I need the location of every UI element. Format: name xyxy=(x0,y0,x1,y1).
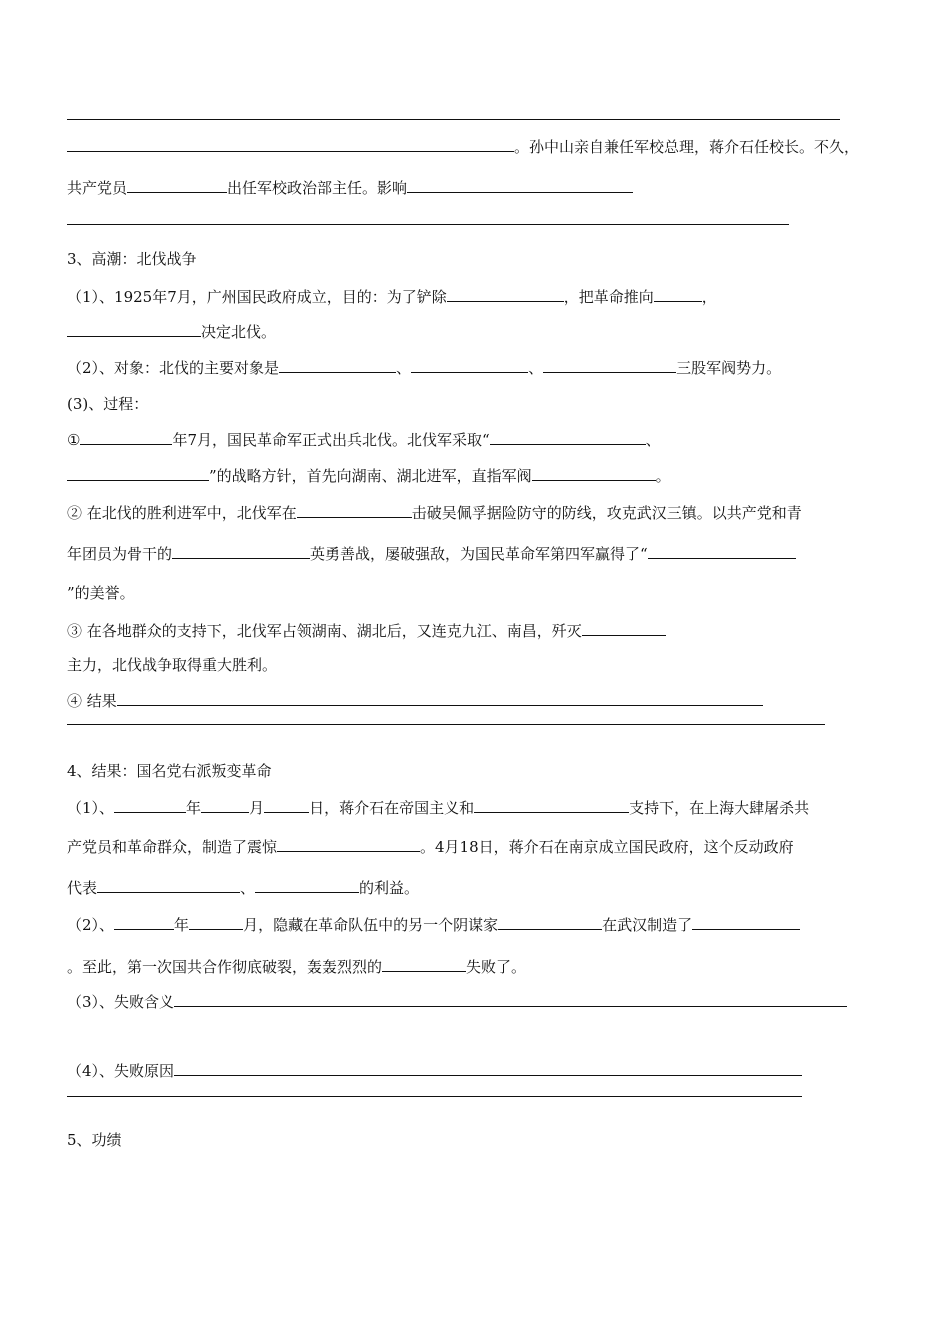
text: ② 在北伐的胜利进军中，北伐军在 xyxy=(67,504,297,522)
text: 、 xyxy=(528,359,544,377)
text: 月 xyxy=(249,799,265,817)
text-line xyxy=(67,797,809,818)
text: （2）、对象：北伐的主要对象是 xyxy=(67,359,280,377)
text: 。孙中山亲自兼任军校总理，蒋介石任校长。不久， xyxy=(514,138,860,156)
text-line xyxy=(67,502,802,523)
text: 支持下，在上海大肆屠杀共 xyxy=(629,799,810,817)
text: （1）、1925年7月，广州国民政府成立，目的：为了铲除 xyxy=(67,288,447,306)
answer-blank[interactable] xyxy=(264,797,309,813)
text: 。至此，第一次国共合作彻底破裂，轰轰烈烈的 xyxy=(67,958,383,976)
text-line xyxy=(67,429,661,450)
answer-blank[interactable] xyxy=(174,991,847,1007)
section-heading: 5、功绩 xyxy=(67,1131,122,1149)
text: 英勇善战，屡破强敌，为国民革命军第四军赢得了“ xyxy=(310,545,648,563)
answer-blank[interactable] xyxy=(490,429,646,445)
answer-line[interactable] xyxy=(67,724,825,725)
answer-blank[interactable] xyxy=(255,877,359,893)
text-line xyxy=(67,914,800,935)
text: 产党员和革命群众，制造了震惊 xyxy=(67,838,278,856)
answer-blank[interactable] xyxy=(532,465,656,481)
subheading: (3)、过程： xyxy=(67,395,149,413)
text: 失败了。 xyxy=(466,958,527,976)
answer-blank[interactable] xyxy=(80,429,172,445)
text-line: 主力，北伐战争取得重大胜利。 xyxy=(67,656,278,674)
text: 、 xyxy=(240,879,256,897)
answer-blank[interactable] xyxy=(114,797,186,813)
answer-line[interactable] xyxy=(67,224,789,225)
answer-blank[interactable] xyxy=(67,465,209,481)
text-line xyxy=(67,956,526,977)
answer-blank[interactable] xyxy=(447,286,564,302)
text: 击破吴佩孚据险防守的防线，攻克武汉三镇。以共产党和青 xyxy=(411,504,802,522)
text: 在武汉制造了 xyxy=(602,916,693,934)
answer-blank[interactable] xyxy=(97,877,240,893)
text: 三股军阀势力。 xyxy=(676,359,782,377)
text: 、 xyxy=(645,431,661,449)
text: 决定北伐。 xyxy=(201,323,277,341)
text: 年 xyxy=(186,799,202,817)
answer-blank[interactable] xyxy=(582,620,666,636)
text: ，把革命推向 xyxy=(563,288,654,306)
text: 日，蒋介石在帝国主义和 xyxy=(309,799,475,817)
answer-blank[interactable] xyxy=(127,177,227,193)
text: 共产党员 xyxy=(67,179,128,197)
text-line xyxy=(67,465,671,486)
text-line xyxy=(67,1060,802,1081)
text-line xyxy=(67,877,419,898)
answer-blank[interactable] xyxy=(189,914,243,930)
text-line xyxy=(67,836,794,857)
answer-blank[interactable] xyxy=(172,543,310,559)
answer-blank[interactable] xyxy=(279,357,396,373)
text: ① xyxy=(67,431,81,449)
text: 、 xyxy=(396,359,412,377)
text-line xyxy=(67,357,781,378)
answer-blank[interactable] xyxy=(543,357,676,373)
text: 。 xyxy=(655,467,671,485)
text: 代表 xyxy=(67,879,98,897)
text: （1）、 xyxy=(67,799,115,817)
text: 的利益。 xyxy=(359,879,420,897)
answer-blank[interactable] xyxy=(474,797,629,813)
answer-blank[interactable] xyxy=(117,690,763,706)
answer-blank[interactable] xyxy=(114,914,174,930)
text: （4）、失败原因 xyxy=(67,1062,175,1080)
text-line xyxy=(67,321,276,342)
answer-blank[interactable] xyxy=(654,286,702,302)
answer-blank[interactable] xyxy=(67,136,514,152)
answer-blank[interactable] xyxy=(407,177,633,193)
text-line xyxy=(67,620,666,641)
text: 月，隐藏在革命队伍中的另一个阴谋家 xyxy=(243,916,499,934)
section-heading: 4、结果：国名党右派叛变革命 xyxy=(67,762,272,780)
text: 出任军校政治部主任。影响 xyxy=(227,179,408,197)
text: ， xyxy=(701,288,717,306)
answer-line[interactable] xyxy=(67,119,840,120)
section-heading: 3、高潮：北伐战争 xyxy=(67,250,197,268)
text-line xyxy=(67,177,633,198)
answer-blank[interactable] xyxy=(201,797,249,813)
answer-blank[interactable] xyxy=(277,836,420,852)
answer-blank[interactable] xyxy=(411,357,528,373)
text: （2）、 xyxy=(67,916,115,934)
text-line xyxy=(67,286,717,307)
answer-blank[interactable] xyxy=(67,321,201,337)
answer-blank[interactable] xyxy=(648,543,796,559)
text-line: ”的美誉。 xyxy=(67,584,135,602)
text-line xyxy=(67,136,859,157)
text-line xyxy=(67,690,763,711)
text: 。4月18日，蒋介石在南京成立国民政府，这个反动政府 xyxy=(420,838,794,856)
text: 年团员为骨干的 xyxy=(67,545,173,563)
answer-blank[interactable] xyxy=(174,1060,802,1076)
text-line xyxy=(67,543,796,564)
text: ③ 在各地群众的支持下，北伐军占领湖南、湖北后，又连克九江、南昌，歼灭 xyxy=(67,622,582,640)
text: 年 xyxy=(174,916,190,934)
text-line xyxy=(67,991,847,1012)
answer-blank[interactable] xyxy=(382,956,466,972)
text: ”的战略方针，首先向湖南、湖北进军，直指军阀 xyxy=(209,467,532,485)
answer-line[interactable] xyxy=(67,1096,802,1097)
text: ④ 结果 xyxy=(67,692,117,710)
text: 年7月，国民革命军正式出兵北伐。北伐军采取“ xyxy=(172,431,490,449)
text: （3）、失败含义 xyxy=(67,993,175,1011)
answer-blank[interactable] xyxy=(692,914,800,930)
answer-blank[interactable] xyxy=(498,914,602,930)
answer-blank[interactable] xyxy=(297,502,412,518)
